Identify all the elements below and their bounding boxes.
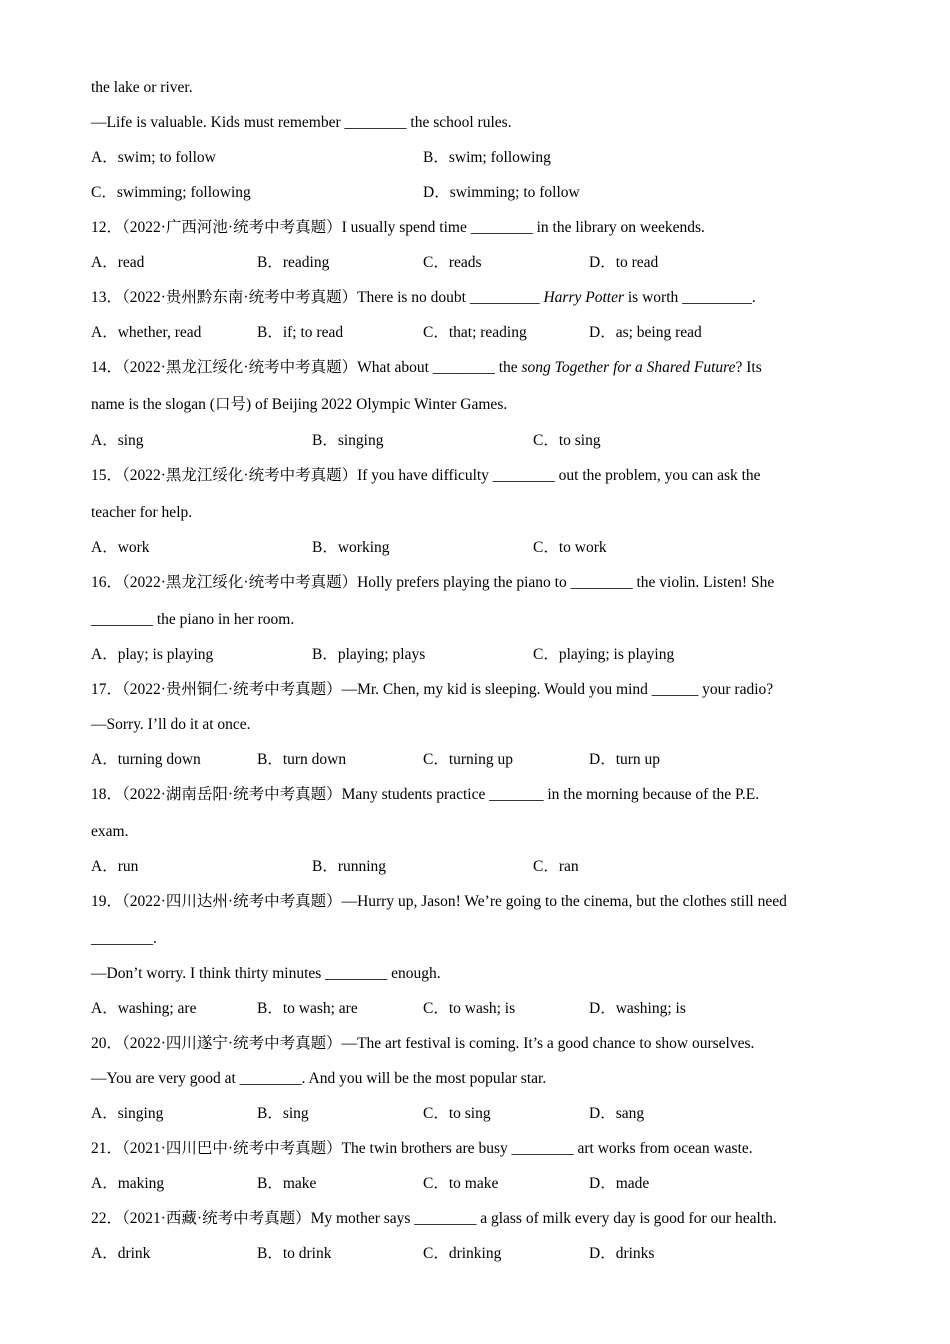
option: C．playing; is playing [533, 646, 675, 663]
question-19: 19．（2022·四川达州·统考中考真题）—Hurry up, Jason! We’re going to the cinema, but the clothes still need [91, 893, 787, 910]
question-20: 20．（2022·四川遂宁·统考中考真题）—The art festival is coming. It’s a good chance to show ourselves. [91, 1035, 755, 1052]
option: D．as; being read [589, 324, 702, 341]
option: A．read [91, 254, 145, 271]
question-16: 16．（2022·黑龙江绥化·统考中考真题）Holly prefers playing the piano to ________ the violin. Listen! She [91, 574, 775, 591]
option: C．ran [533, 858, 579, 875]
option: C．to sing [423, 1105, 491, 1122]
option: A．singing [91, 1105, 164, 1122]
question-17: 17．（2022·贵州铜仁·统考中考真题）—Mr. Chen, my kid is sleeping. Would you mind ______ your radio? [91, 681, 774, 698]
question-22: 22．（2021·西藏·统考中考真题）My mother says ________ a glass of milk every day is good for our health. [91, 1210, 777, 1227]
text-line: —Don’t worry. I think thirty minutes ________ enough. [91, 965, 441, 982]
option: D．to read [589, 254, 659, 271]
option: B．running [312, 858, 387, 875]
option: D．turn up [589, 751, 661, 768]
option: A．work [91, 539, 150, 556]
option: B．turn down [257, 751, 347, 768]
option: C．swimming; following [91, 184, 251, 201]
option: B．working [312, 539, 390, 556]
option: C．to wash; is [423, 1000, 516, 1017]
question-18: 18．（2022·湖南岳阳·统考中考真题）Many students practice _______ in the morning because of the P.E. [91, 786, 760, 803]
option: A．washing; are [91, 1000, 197, 1017]
option: D．sang [589, 1105, 645, 1122]
option: D．swimming; to follow [423, 184, 580, 201]
text-line: —You are very good at ________. And you will be the most popular star. [91, 1070, 547, 1087]
option: B．make [257, 1175, 317, 1192]
option: B．sing [257, 1105, 309, 1122]
option: C．to make [423, 1175, 499, 1192]
option: B．playing; plays [312, 646, 426, 663]
option: C．turning up [423, 751, 513, 768]
question-12: 12．（2022·广西河池·统考中考真题）I usually spend time ________ in the library on weekends. [91, 219, 705, 236]
option: A．whether, read [91, 324, 202, 341]
text-line: exam. [91, 823, 129, 840]
option: A．run [91, 858, 139, 875]
option: B．singing [312, 432, 384, 449]
option: D．made [589, 1175, 650, 1192]
text-line: —Life is valuable. Kids must remember ________ the school rules. [91, 114, 512, 131]
question-15: 15．（2022·黑龙江绥化·统考中考真题）If you have difficulty ________ out the problem, you can ask the [91, 467, 761, 484]
option: B．if; to read [257, 324, 344, 341]
option: B．reading [257, 254, 330, 271]
option: C．that; reading [423, 324, 527, 341]
option: C．to sing [533, 432, 601, 449]
text-line: ________. [91, 930, 157, 947]
option: D．washing; is [589, 1000, 686, 1017]
text-line: —Sorry. I’ll do it at once. [91, 716, 251, 733]
text-line: ________ the piano in her room. [91, 611, 295, 628]
option: C．reads [423, 254, 482, 271]
option: B．swim; following [423, 149, 551, 166]
option: B．to wash; are [257, 1000, 358, 1017]
option: C．drinking [423, 1245, 502, 1262]
option: A．drink [91, 1245, 151, 1262]
text-line: the lake or river. [91, 79, 193, 96]
option: C．to work [533, 539, 607, 556]
question-21: 21．（2021·四川巴中·统考中考真题）The twin brothers are busy ________ art works from ocean waste. [91, 1140, 753, 1157]
option: A．play; is playing [91, 646, 214, 663]
text-line: teacher for help. [91, 504, 193, 521]
text-line: name is the slogan (口号) of Beijing 2022 Olympic Winter Games. [91, 396, 508, 413]
option: A．swim; to follow [91, 149, 216, 166]
option: B．to drink [257, 1245, 332, 1262]
option: A．sing [91, 432, 144, 449]
question-13: 13．（2022·贵州黔东南·统考中考真题）There is no doubt _________ Harry Potter is worth _________. [91, 289, 756, 306]
option: A．making [91, 1175, 165, 1192]
option: A．turning down [91, 751, 201, 768]
question-14: 14．（2022·黑龙江绥化·统考中考真题）What about ________ the song Together for a Shared Future? Its [91, 359, 762, 376]
option: D．drinks [589, 1245, 655, 1262]
